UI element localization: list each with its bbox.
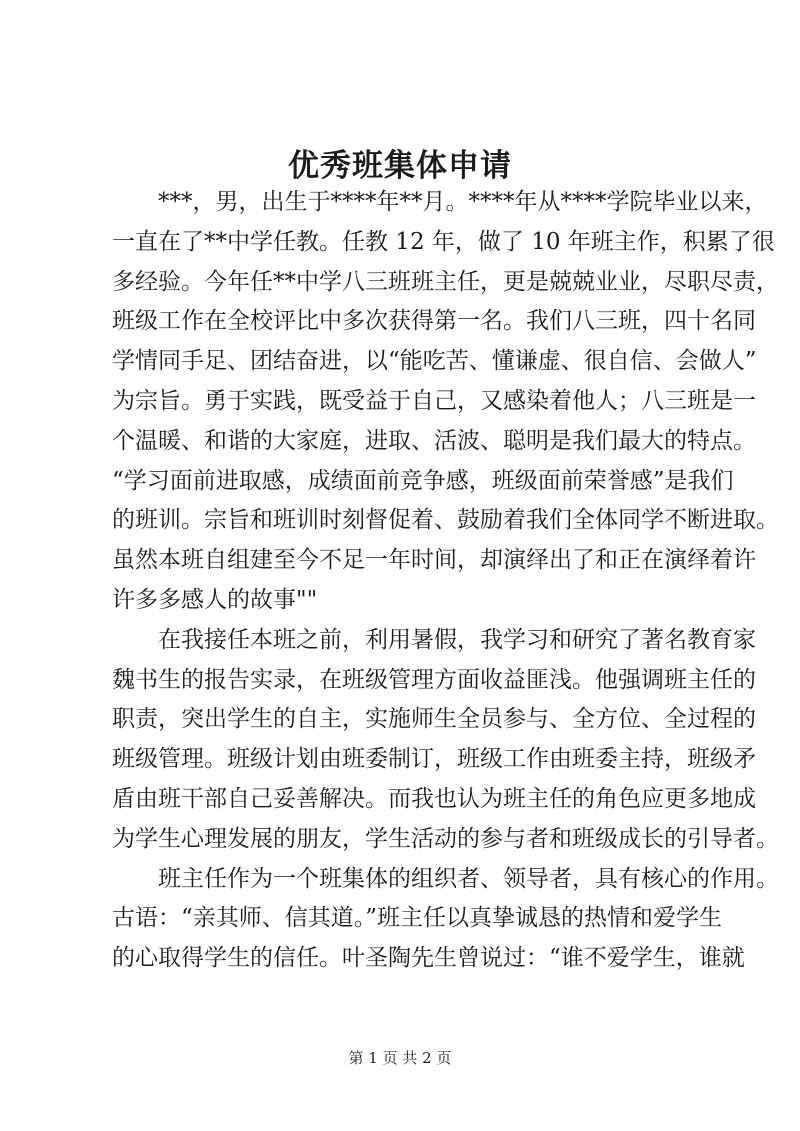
text-line: 一直在了**中学任教。任教 12 年，做了 10 年班主作，积累了很 [112,228,775,255]
text-line: 班级工作在全校评比中多次获得第一名。我们八三班，四十名同 [112,308,756,335]
text-line: 个温暖、和谐的大家庭，进取、活波、聪明是我们最大的特点。 [112,427,756,454]
text-line: 班级管理。班级计划由班委制订，班级工作由班委主持，班级矛 [112,746,756,773]
text-line: 班主任作为一个班集体的组织者、领导者，具有核心的作用。 [158,865,779,892]
text-line: 为学生心理发展的朋友，学生活动的参与者和班级成长的引导者。 [112,825,779,852]
text-line: “学习面前进取感，成绩面前竞争感，班级面前荣誉感”是我们 [112,467,734,494]
text-line: 职责，突出学生的自主，实施师生全员参与、全方位、全过程的 [112,706,756,733]
text-line: 古语：“亲其师、信其道。”班主任以真挚诚恳的热情和爱学生 [112,905,723,932]
paragraph-2 [112,621,779,860]
paragraph-1 [112,183,779,621]
document-body [112,183,779,979]
document-title: 优秀班集体申请 [288,148,512,184]
paragraph-3 [112,860,779,979]
text-line: ***，男，出生于****年**月。****年从****学院毕业以来， [158,189,768,215]
text-line: 学情同手足、团结奋进，以“能吃苦、懂谦虚、很自信、会做人” [112,348,757,375]
text-line: 盾由班干部自己妥善解决。而我也认为班主任的角色应更多地成 [112,785,756,812]
text-line: 的心取得学生的信任。叶圣陶先生曾说过：“谁不爱学生，谁就 [112,945,745,972]
text-line: 魏书生的报告实录，在班级管理方面收益匪浅。他强调班主任的 [112,666,756,693]
text-line: 虽然本班自组建至今不足一年时间，却演绎出了和正在演绎着许 [112,547,756,574]
page-footer: 第 1 页 共 2 页 [348,1049,452,1067]
text-line: 的班训。宗旨和班训时刻督促着、鼓励着我们全体同学不断进取。 [112,507,779,534]
text-line: 在我接任本班之前，利用暑假，我学习和研究了著名教育家 [158,626,756,653]
text-line: 多经验。今年任**中学八三班班主任，更是兢兢业业，尽职尽责， [112,268,779,295]
text-line: 许多多感人的故事"" [112,586,318,613]
text-line: 为宗旨。勇于实践，既受益于自己，又感染着他人；八三班是一 [112,387,756,414]
